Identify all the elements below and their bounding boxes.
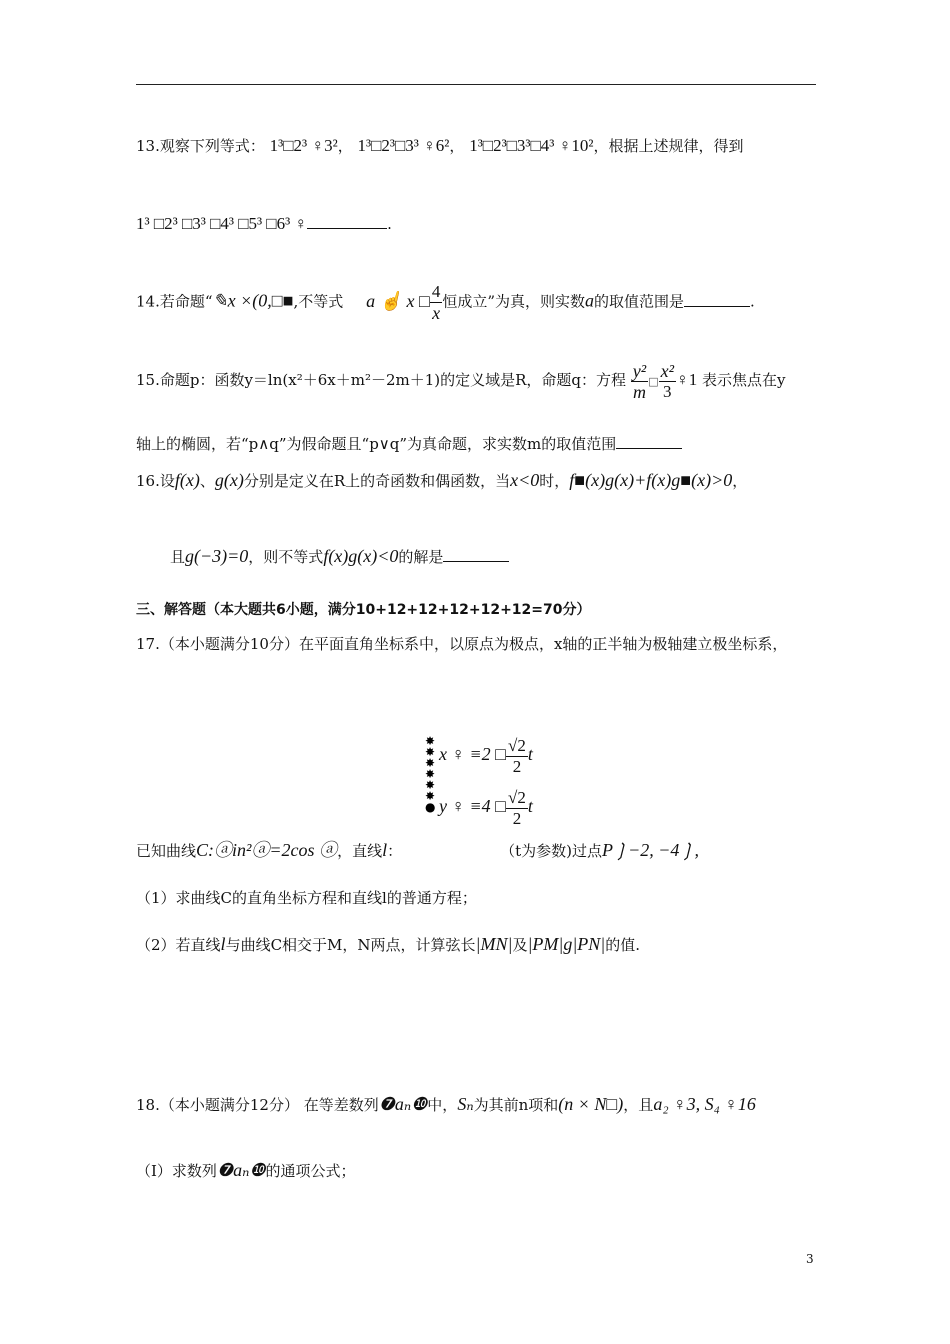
q18-text1: 18.（本小题满分12分） 在等差数列 bbox=[136, 1096, 379, 1114]
q18-cond: a₂ ♀3, S₄ ♀16 bbox=[653, 1094, 756, 1114]
q17-mn: |MN| bbox=[475, 934, 513, 954]
q16-text4: 且 bbox=[170, 548, 186, 566]
q17-curve-label: 已知曲线 bbox=[136, 842, 197, 860]
q17-sys-x bbox=[439, 736, 533, 777]
q16-blank bbox=[443, 547, 509, 562]
q15-blank bbox=[616, 434, 682, 449]
q13-eq2: 1³□2³□3³ ♀6² bbox=[357, 136, 450, 155]
q16-text6: 的解是 bbox=[398, 548, 444, 566]
q17-p2-text3: 的值. bbox=[605, 936, 641, 954]
q17-pmpn: |PM|g|PN| bbox=[527, 934, 606, 954]
q16-cond: x<0 bbox=[510, 470, 540, 490]
q17-colon: ： bbox=[387, 842, 403, 860]
q18-text4: ，且 bbox=[623, 1096, 654, 1114]
q17-part2 bbox=[136, 934, 640, 955]
q16-g3: g(−3)=0 bbox=[185, 546, 249, 566]
q17-curve-c: C: bbox=[196, 840, 215, 860]
q14-ineq-left: a ☝ x □ bbox=[366, 290, 430, 311]
q17-point: P❳−2, −4❳, bbox=[602, 840, 699, 860]
q17-sqrt-num-1: √2 bbox=[508, 736, 526, 755]
q17-sqrt-den-1: 2 bbox=[512, 757, 522, 776]
q14-line bbox=[136, 282, 755, 323]
q17-param: （t为参数)过点 bbox=[500, 842, 602, 860]
q17-t-1: t bbox=[527, 744, 533, 765]
q17-t-2: t bbox=[527, 796, 533, 817]
q17-p2-text2: 与曲线C相交于M，N两点，计算弦长 bbox=[225, 936, 476, 954]
q14-suffix1: 恒成立”为真，则实数 bbox=[442, 292, 586, 311]
q15-f2-num: x² bbox=[660, 360, 674, 381]
q18-line1 bbox=[136, 1094, 756, 1115]
q13-blank bbox=[307, 214, 387, 229]
q14-mid: ,不等式 bbox=[293, 292, 344, 311]
q17-sys-x-lhs: x ♀ ≡2 □ bbox=[439, 744, 507, 765]
q15-text3: 轴上的椭圆，若“p∧q”为假命题且“p∨q”为真命题，求实数m的取值范围 bbox=[136, 435, 617, 453]
brace-icon: ✸ ✸ ✸ ✸ ✸ ✸ ● bbox=[425, 734, 436, 814]
q14-end: . bbox=[750, 292, 755, 311]
page-number: 3 bbox=[806, 1252, 814, 1266]
q16-gx: g(x) bbox=[214, 470, 244, 490]
q13-series: 1³ □2³ □3³ □4³ □5³ □6³ ♀ bbox=[136, 214, 308, 233]
q14-blank bbox=[684, 292, 750, 307]
q15-frac1 bbox=[631, 361, 648, 402]
q17-sys-y-frac bbox=[506, 788, 528, 829]
q13-eq1: 1³□2³ ♀3² bbox=[269, 136, 338, 155]
q15-f2-den: 3 bbox=[663, 381, 672, 401]
q18-text2: 中， bbox=[427, 1096, 458, 1114]
q16-expr: f■(x)g(x)+f(x)g■(x)>0 bbox=[569, 470, 733, 490]
q18-part1 bbox=[136, 1160, 356, 1181]
q16-ineq: f(x)g(x)<0 bbox=[323, 546, 399, 566]
q17-part1: （1）求曲线C的直角坐标方程和直线l的普通方程； bbox=[136, 889, 477, 907]
q16-end: ， bbox=[732, 472, 748, 490]
q15-line2 bbox=[136, 434, 682, 454]
q16-text5: ，则不等式 bbox=[248, 548, 324, 566]
q16-fx: f(x) bbox=[174, 470, 200, 490]
q17-p2-text1: （2）若直线 bbox=[136, 936, 221, 954]
q14-prefix: 14.若命题“ bbox=[136, 292, 213, 311]
q17-line1: 17.（本小题满分10分）在平面直角坐标系中，以原点为极点，x轴的正半轴为极轴建立极坐标系， bbox=[136, 635, 788, 653]
q17-line-label: ，直线 bbox=[337, 842, 383, 860]
header-rule bbox=[136, 84, 816, 85]
q17-sqrt-den-2: 2 bbox=[512, 809, 522, 828]
q15-line1: 15.命题p：函数y＝ln(x²＋6x＋m²－2m＋1)的定义域是R，命题q：方程 $\frac{\text{y²}}{m}$ □ $\frac{\text{x²}}{3}$ ♀1 表示焦点在y bbox=[136, 360, 786, 402]
q13-line2 bbox=[136, 214, 392, 234]
q17-sys-y-lhs: y ♀ ≡4 □ bbox=[439, 796, 507, 817]
q15-f1-den: m bbox=[632, 381, 646, 402]
q18-p1-text1: （Ⅰ）求数列 bbox=[136, 1162, 217, 1180]
q14-frac-num: 4 bbox=[431, 282, 441, 301]
q17-sqrt-num-2: √2 bbox=[508, 788, 526, 807]
q14-var: a bbox=[585, 290, 595, 311]
q18-p1-seq: ❼aₙ❿ bbox=[216, 1160, 266, 1180]
q18-text3: 为其前n项和 bbox=[473, 1096, 559, 1114]
q16-text3: 时， bbox=[539, 472, 570, 490]
q14-fraction bbox=[430, 282, 443, 323]
q17-sys-x-frac bbox=[506, 736, 528, 777]
q13-end: . bbox=[387, 215, 392, 233]
q15-eq: ♀1 bbox=[675, 370, 698, 389]
q18-p1-text2: 的通项公式； bbox=[265, 1162, 356, 1180]
q13-eq3: 1³□2³□3³□4³ ♀10² bbox=[469, 136, 594, 155]
q13-suffix: ，根据上述规律，得到 bbox=[593, 137, 744, 155]
q17-line-l: l bbox=[382, 840, 388, 860]
section-heading: 三、解答题（本大题共6小题，满分10+12+12+12+12+12=70分） bbox=[136, 602, 591, 618]
q18-nn: (n × N□) bbox=[558, 1094, 624, 1114]
q17-sys-y bbox=[439, 788, 533, 829]
q13-prefix: 13.观察下列等式： bbox=[136, 137, 265, 155]
q15-text1: 15.命题p：函数y＝ln(x²＋6x＋m²－2m＋1)的定义域是R，命题q：方程 bbox=[136, 371, 627, 389]
q16-sep: 、 bbox=[199, 472, 215, 490]
q16-text2: 分别是定义在R上的奇函数和偶函数，当 bbox=[243, 472, 511, 490]
q16-text1: 16.设 bbox=[136, 472, 175, 490]
q14-suffix2: 的取值范围是 bbox=[594, 292, 685, 311]
q15-text2: 表示焦点在y bbox=[702, 371, 786, 389]
q14-cond: ✎x ×(0,□■ bbox=[212, 290, 294, 311]
q18-seq: ❼aₙ❿ bbox=[378, 1094, 428, 1114]
q17-p2-l: l bbox=[220, 934, 226, 954]
q17-and: 及 bbox=[512, 936, 528, 954]
q15-f1-num: y² bbox=[632, 360, 647, 381]
q17-curve-eq: ⓐin²ⓐ=2cos ⓐ bbox=[214, 840, 338, 860]
q14-frac-den: x bbox=[432, 303, 441, 323]
q15-frac2 bbox=[659, 361, 676, 402]
q16-line2 bbox=[170, 546, 509, 567]
q17-line2 bbox=[136, 840, 699, 861]
q16-line1 bbox=[136, 470, 747, 491]
q13-line1: 13.观察下列等式： 1³□2³ ♀3²， 1³□2³□3³ ♀6²， 1³□2³□3³□4³ ♀10²，根据上述规律，得到 bbox=[136, 136, 744, 155]
q18-sn: Sₙ bbox=[457, 1094, 474, 1114]
